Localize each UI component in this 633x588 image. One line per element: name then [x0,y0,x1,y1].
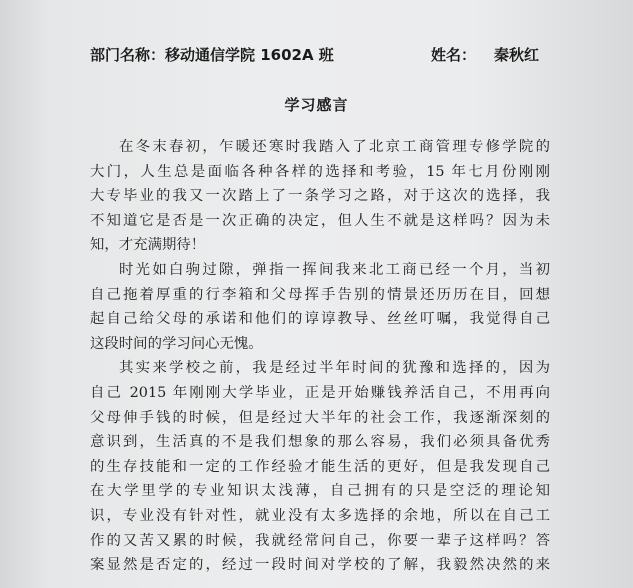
department-label: 部门名称：移动通信学院 1602A 班 [90,46,334,64]
text-line: 的生存技能和一定的工作经验才能生活的更好，但是我发现自己 [90,458,550,475]
text-line: 案显然是否定的，经过一段时间对学校的了解，我毅然决然的来 [90,557,550,574]
text-line: 自己拖着厚重的行李箱和父母挥手告别的情景还历历在目，回想 [90,286,550,303]
text-line: 识，专业没有针对性，就业没有太多选择的余地，所以在自己工 [90,507,550,524]
text-line: 其实来学校之前，我是经过半年时间的犹豫和选择的，因为 [119,360,550,377]
name-label: 姓名： [431,46,477,64]
text-line: 作的又苦又累的时候，我就经常问自己，你要一辈子这样吗？答 [90,532,550,549]
text-line: 在冬末春初，乍暖还寒时我踏入了北京工商管理专修学院的 [119,139,550,155]
document-title: 学习感言 [284,96,349,114]
text-line: 起自己给父母的承诺和他们的谆谆教导、丝丝叮嘱，我觉得自己 [90,311,550,328]
document-header [90,44,593,66]
text-line: 在大学里学的专业知识太浅薄，自己拥有的只是空泛的理论知 [90,483,550,500]
name-value: 秦秋红 [494,46,540,64]
text-line: 知，才充满期待！ [90,237,206,254]
text-line: 这段时间的学习问心无愧。 [90,335,263,352]
document-body [90,135,550,578]
text-line: 大门，人生总是面临各种各样的选择和考验，15 年七月份刚刚 [90,163,550,180]
name-field [431,44,539,65]
text-line: 时光如白驹过隙，弹指一挥间我来北工商已经一个月，当初 [119,261,550,278]
text-line: 父母伸手钱的时候，但是经过大半年的社会工作，我逐渐深刻的 [90,409,550,426]
text-line: 大专毕业的我又一次踏上了一条学习之路，对于这次的选择，我 [90,188,550,205]
text-line: 不知道它是否是一次正确的决定，但人生不就是这样吗？因为未 [90,212,550,229]
text-line: 意识到，生活真的不是我们想象的那么容易，我们必须具备优秀 [90,434,550,451]
text-line: 自己 2015 年刚刚大学毕业，正是开始赚钱养活自己，不用再向 [90,384,550,401]
